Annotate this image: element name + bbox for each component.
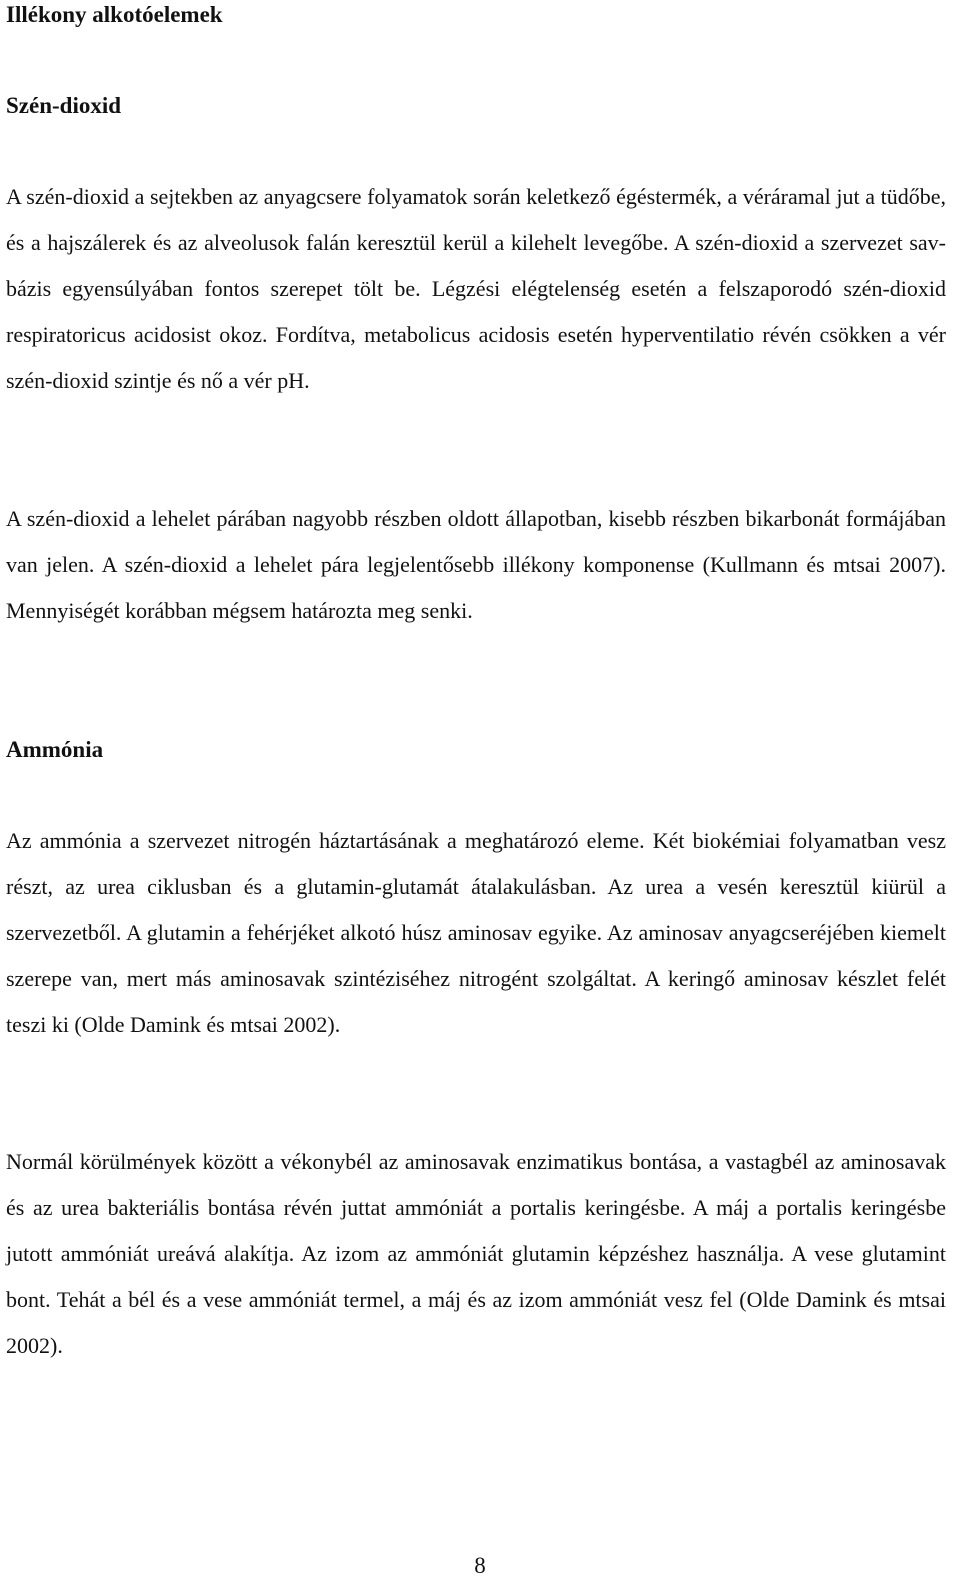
section-heading-ammonia: Ammónia [6, 737, 104, 762]
paragraph-szen-dioxid-2: A szén-dioxid a lehelet párában nagyobb részben oldott állapotban, kisebb részben bikarbonát formájában van jelen. A szén-dioxid a lehelet pára legjelentősebb illékony komponense (Kullmann és mtsai 2007). Mennyiségét korábban mégsem határozta meg senki. [6, 506, 946, 623]
paragraph-ammonia-2: Normál körülmények között a vékonybél az aminosavak enzimatikus bontása, a vastagbél az aminosavak és az urea bakteriális bontása révén juttat ammóniát a portalis keringésbe. A máj a portalis keringésbe jutott ammóniát ureává alakítja. Az izom az ammóniát glutamin képzéshez használja. A vese glutamint bont. Tehát a bél és a vese ammóniát termel, a máj és az izom ammóniát vesz fel (Olde Damink és mtsai 2002). [6, 1149, 946, 1358]
paragraph-ammonia-1: Az ammónia a szervezet nitrogén háztartásának a meghatározó eleme. Két biokémiai folyamatban vesz részt, az urea ciklusban és a glutamin-glutamát átalakulásban. Az urea a vesén keresztül kiürül a szervezetből. A glutamin a fehérjéket alkotó húsz aminosav egyike. Az aminosav anyagcseréjében kiemelt szerepe van, mert más aminosavak szintéziséhez nitrogént szolgáltat. A keringő aminosav készlet felét teszi ki (Olde Damink és mtsai 2002). [6, 828, 946, 1037]
page-title: Illékony alkotóelemek [6, 2, 223, 27]
paragraph-szen-dioxid-1: A szén-dioxid a sejtekben az anyagcsere folyamatok során keletkező égéstermék, a véráramal jut a tüdőbe, és a hajszálerek és az alveolusok falán keresztül kerül a kilehelt levegőbe. A szén-dioxid a szervezet sav-bázis egyensúlyában fontos szerepet tölt be. Légzési elégtelenség esetén a felszaporodó szén-dioxid respiratoricus acidosist okoz. Fordítva, metabolicus acidosis esetén hyperventilatio révén csökken a vér szén-dioxid szintje és nő a vér pH. [6, 184, 946, 393]
section-heading-szen-dioxid: Szén-dioxid [6, 93, 122, 118]
page-number: 8 [474, 1553, 486, 1578]
